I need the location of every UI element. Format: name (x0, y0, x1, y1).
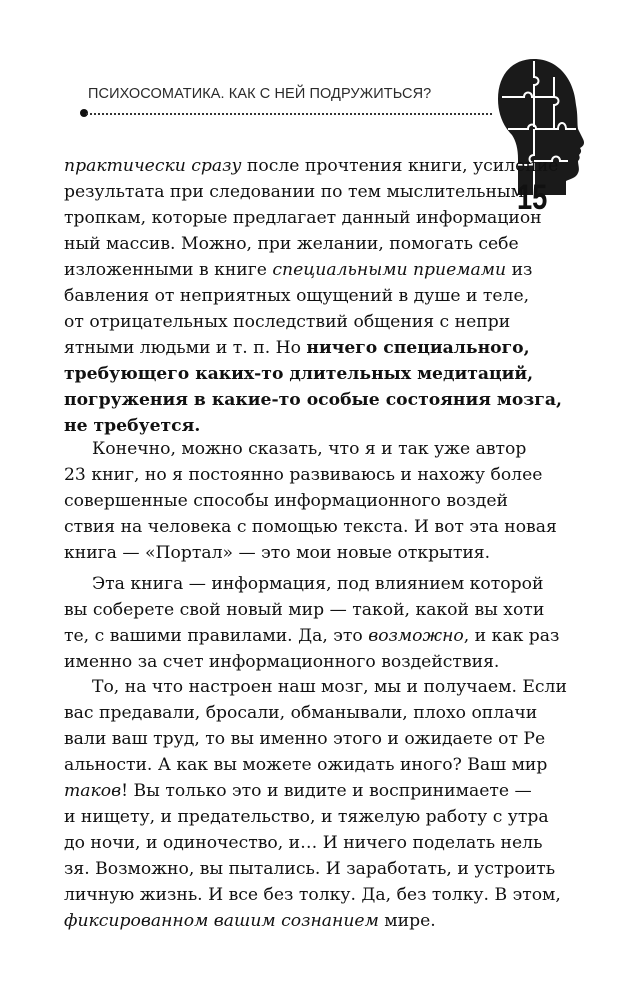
text-line (64, 231, 519, 257)
text-line (64, 752, 548, 778)
italic-text: практически сразу (64, 156, 242, 176)
paragraph-2 (64, 436, 557, 566)
text-run: альности. А как вы можете ожидать иного? Ваш мир (64, 755, 548, 775)
text-run: зя. Возможно, вы пытались. И заработать, и устроить (64, 859, 556, 879)
text-line (64, 205, 542, 231)
italic-text: таков (64, 781, 122, 801)
text-run: ный массив. Можно, при желании, помогать себе (64, 234, 519, 254)
text-run: вали ваш труд, то вы именно этого и ожидаете от Ре (64, 729, 546, 749)
text-run: до ночи, и одиночество, и… И ничего поделать нель (64, 833, 543, 853)
text-run: бавления от неприятных ощущений в душе и теле, (64, 286, 530, 306)
text-run: книга — «Портал» — это мои новые открытия. (64, 543, 491, 563)
italic-text: возможно (368, 626, 464, 646)
text-run: вас предавали, бросали, обманывали, плохо оплачи (64, 703, 538, 723)
text-line (64, 649, 505, 675)
text-run: мире. (378, 911, 436, 931)
text-line (64, 908, 505, 934)
puzzle-head-icon (494, 57, 586, 197)
text-line (64, 882, 561, 908)
italic-text: специальными приемами (272, 260, 507, 280)
text-line (64, 488, 508, 514)
text-run: То, на что настроен наш мозг, мы и получаем. Если (92, 677, 567, 697)
text-line (64, 571, 544, 597)
running-header-title: ПСИХОСОМАТИКА. КАК С НЕЙ ПОДРУЖИТЬСЯ? (88, 86, 432, 102)
text-run: изложенными в книге (64, 260, 273, 280)
italic-text: фиксированном вашим сознанием (64, 911, 379, 931)
text-line (64, 856, 556, 882)
text-run: , и как раз (463, 626, 560, 646)
text-run: из (506, 260, 533, 280)
text-line (64, 804, 549, 830)
text-run: личную жизнь. И все без толку. Да, без толку. В этом, (64, 885, 561, 905)
text-run: вы соберете свой новый мир — такой, какой вы хоти (64, 600, 545, 620)
text-line (64, 674, 567, 700)
paragraph-4 (64, 674, 567, 934)
text-line (64, 361, 534, 387)
text-line (64, 179, 524, 205)
header-dotted-rule (86, 113, 492, 115)
text-run: ствия на человека с помощью текста. И вот эта новая (64, 517, 557, 537)
text-line (64, 257, 533, 283)
text-run: 23 книг, но я постоянно развиваюсь и нахожу более (64, 465, 543, 485)
text-run: те, с вашими правилами. Да, это (64, 626, 369, 646)
page-number: 15 (517, 178, 548, 217)
text-run: и нищету, и предательство, и тяжелую работу с утра (64, 807, 549, 827)
text-run: ятными людьми и т. п. Но (64, 338, 307, 358)
bold-text: погружения в какие-то особые состояния мозга, (64, 390, 562, 410)
text-line (64, 778, 532, 804)
text-line (64, 436, 527, 462)
text-line (64, 597, 545, 623)
text-line (64, 462, 543, 488)
text-run: Эта книга — информация, под влиянием которой (92, 574, 544, 594)
bold-text: ничего специального, (306, 338, 530, 358)
text-line (64, 623, 560, 649)
text-line (64, 283, 530, 309)
text-run: ! Вы только это и видите и воспринимаете — (121, 781, 532, 801)
text-run: от отрицательных последствий общения с непри (64, 312, 511, 332)
text-line (64, 830, 543, 856)
bold-text: требующего каких-то длительных медитаций, (64, 364, 534, 384)
text-run: совершенные способы информационного воздей (64, 491, 508, 511)
text-run: результата при следовании по тем мыслительным (64, 182, 524, 202)
text-line (64, 335, 530, 361)
text-line (64, 726, 546, 752)
bold-text: не требуется. (64, 416, 201, 436)
text-run: Конечно, можно сказать, что я и так уже автор (92, 439, 527, 459)
text-line (64, 514, 557, 540)
text-line (64, 540, 505, 566)
text-line (64, 309, 511, 335)
text-run: тропкам, которые предлагает данный информацион (64, 208, 542, 228)
text-run: после прочтения книги, усиление (241, 156, 559, 176)
text-line (64, 700, 538, 726)
text-run: именно за счет информационного воздействия. (64, 652, 500, 672)
paragraph-3 (64, 571, 560, 675)
text-line (64, 387, 562, 413)
text-line (64, 153, 559, 179)
